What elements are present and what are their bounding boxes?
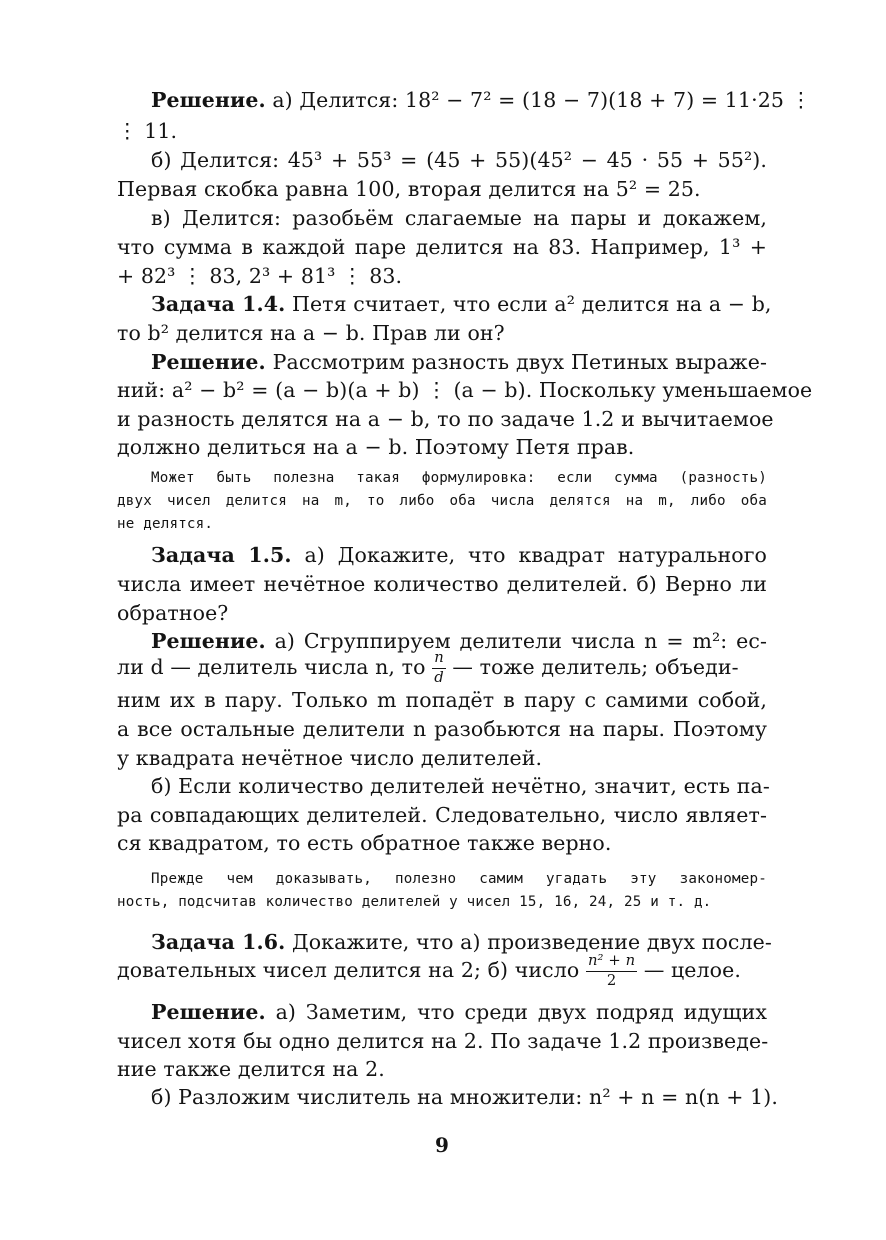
text-line: Задача 1.6. Докажите, что а) произведение двух после- (151, 930, 772, 954)
text-line: ся квадратом, то есть обратное также верно. (117, 831, 612, 855)
text-line: Решение. а) Сгруппируем делители числа n = m²: ес- (151, 629, 767, 653)
text-line: + 82³ ⋮ 83, 2³ + 81³ ⋮ 83. (117, 264, 403, 288)
text-line: обратное? (117, 601, 229, 625)
text-line: Задача 1.5. а) Докажите, что квадрат натурального (151, 543, 767, 567)
fraction-n-over-d: $\frac{n}{d}$ (434, 649, 444, 686)
note-line: не делятся. (117, 516, 214, 532)
text-line: довательных чисел делится на 2; б) число $\frac{\text{n² + n}}{2}$ — целое. (117, 952, 741, 989)
text-line: а все остальные делители n разобьются на пары. Поэтому (117, 717, 767, 741)
text-line: что сумма в каждой паре делится на 83. Например, 1³ + (117, 235, 767, 259)
solution-label: Решение. (151, 88, 266, 112)
page-number: 9 (435, 1133, 449, 1157)
text-line: то b² делится на a − b. Прав ли он? (117, 321, 505, 345)
note-line: Может быть полезна такая формулировка: если сумма (разность) (151, 470, 767, 486)
text-line: ним их в пару. Только m попадёт в пару с самими собой, (117, 688, 767, 712)
solution-label: Решение. (151, 350, 266, 374)
note-line: Прежде чем доказывать, полезно самим угадать эту закономер- (151, 871, 767, 887)
text-line: должно делиться на a − b. Поэтому Петя прав. (117, 435, 635, 459)
text-line: ли d — делитель числа n, то $\frac{n}{d}$ — тоже делитель; объеди- (117, 649, 739, 686)
note-line: двух чисел делится на m, то либо оба числа делятся на m, либо оба (117, 493, 767, 509)
text-line: Решение. а) Делится: 18² − 7² = (18 − 7)(18 + 7) = 11·25 ⋮ (151, 88, 812, 112)
text-line: б) Если количество делителей нечётно, значит, есть па- (151, 774, 770, 798)
text-line: ра совпадающих делителей. Следовательно, число являет- (117, 803, 767, 827)
text-line: и разность делятся на a − b, то по задаче 1.2 и вычитаемое (117, 407, 774, 431)
text-line: ние также делится на 2. (117, 1057, 385, 1081)
text-line: чисел хотя бы одно делится на 2. По задаче 1.2 произведе- (117, 1029, 769, 1053)
text-line: Решение. Рассмотрим разность двух Петиных выраже- (151, 350, 767, 374)
text-line: ний: a² − b² = (a − b)(a + b) ⋮ (a − b). Поскольку уменьшаемое (117, 378, 813, 402)
text-line: б) Делится: 45³ + 55³ = (45 + 55)(45² − 45 · 55 + 55²). (151, 148, 767, 172)
text-line: ⋮ 11. (117, 119, 178, 143)
solution-label: Решение. (151, 629, 266, 653)
text-line: у квадрата нечётное число делителей. (117, 746, 543, 770)
text-line: Первая скобка равна 100, вторая делится на 5² = 25. (117, 177, 701, 201)
problem-label: Задача 1.5. (151, 543, 292, 567)
problem-label: Задача 1.6. (151, 930, 286, 954)
fraction-n2-plus-n-over-2: $\frac{\text{n² + n}}{2}$ (587, 952, 636, 989)
problem-label: Задача 1.4. (151, 292, 286, 316)
text-line: Задача 1.4. Петя считает, что если a² делится на a − b, (151, 292, 772, 316)
text-line: в) Делится: разобьём слагаемые на пары и докажем, (151, 206, 767, 230)
text-line: Решение. а) Заметим, что среди двух подряд идущих (151, 1000, 767, 1024)
text-line: б) Разложим числитель на множители: n² + n = n(n + 1). (151, 1085, 779, 1109)
solution-label: Решение. (151, 1000, 266, 1024)
text-line: числа имеет нечётное количество делителей. б) Верно ли (117, 572, 767, 596)
note-line: ность, подсчитав количество делителей у чисел 15, 16, 24, 25 и т. д. (117, 894, 712, 910)
